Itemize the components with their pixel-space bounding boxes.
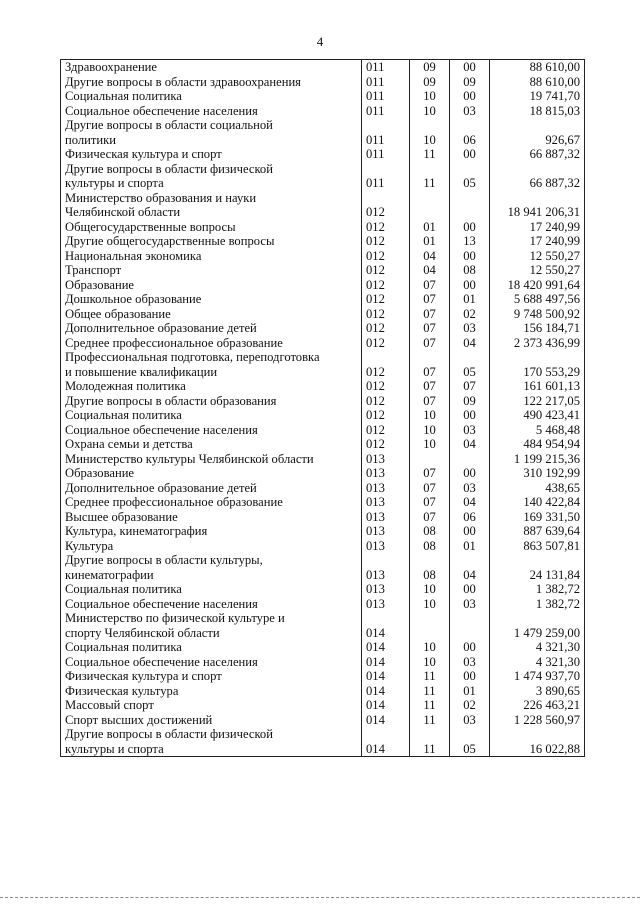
subsection-code-cell: 00: [450, 60, 490, 75]
subsection-code-cell: 03: [450, 597, 490, 612]
subsection-code-cell: 01: [450, 684, 490, 699]
amount-cell: 169 331,50: [490, 510, 585, 525]
item-name-line: Социальное обеспечение населения: [65, 596, 258, 611]
section-code-cell: 10: [410, 437, 450, 452]
item-name-line: Другие вопросы в области физической: [65, 727, 273, 741]
amount-cell: 12 550,27: [490, 249, 585, 264]
subsection-code-cell: 03: [450, 104, 490, 119]
amount-cell: 438,65: [490, 481, 585, 496]
item-name-cell: [61, 75, 362, 90]
item-name-cell: [61, 191, 362, 220]
department-code-cell: 011: [362, 75, 410, 90]
department-code-cell: 012: [362, 249, 410, 264]
section-code-cell: 01: [410, 220, 450, 235]
subsection-code-cell: 00: [450, 220, 490, 235]
department-code-cell: 012: [362, 278, 410, 293]
section-code-cell: 11: [410, 669, 450, 684]
section-code-cell: 10: [410, 118, 450, 147]
department-code-cell: 014: [362, 611, 410, 640]
table-row: [61, 162, 585, 191]
section-code-cell: [410, 191, 450, 220]
section-code-cell: 08: [410, 553, 450, 582]
item-name-line: Социальная политика: [65, 582, 182, 596]
subsection-code-cell: 04: [450, 495, 490, 510]
item-name-cell: [61, 162, 362, 191]
subsection-code-cell: 03: [450, 423, 490, 438]
section-code-cell: 01: [410, 234, 450, 249]
subsection-code-cell: 00: [450, 466, 490, 481]
subsection-code-cell: 07: [450, 379, 490, 394]
department-code-cell: 014: [362, 727, 410, 757]
section-code-cell: 07: [410, 336, 450, 351]
department-code-cell: 012: [362, 307, 410, 322]
item-name-cell: [61, 379, 362, 394]
subsection-code-cell: 04: [450, 553, 490, 582]
item-name-line: Другие вопросы в области культуры,: [65, 553, 263, 567]
item-name-line: культуры и спорта: [65, 741, 164, 756]
section-code-cell: 10: [410, 89, 450, 104]
item-name-line: Министерство культуры Челябинской области: [65, 451, 314, 466]
amount-cell: 490 423,41: [490, 408, 585, 423]
table-row: [61, 452, 585, 467]
item-name-cell: [61, 263, 362, 278]
table-row: [61, 669, 585, 684]
table-row: [61, 597, 585, 612]
department-code-cell: 014: [362, 640, 410, 655]
section-code-cell: 10: [410, 582, 450, 597]
section-code-cell: 10: [410, 640, 450, 655]
amount-cell: 1 382,72: [490, 597, 585, 612]
table-row: [61, 582, 585, 597]
section-code-cell: 11: [410, 162, 450, 191]
subsection-code-cell: 00: [450, 249, 490, 264]
item-name-line: Массовый спорт: [65, 698, 154, 712]
item-name-line: Другие вопросы в области образования: [65, 393, 277, 408]
item-name-line: Дошкольное образование: [65, 292, 202, 306]
item-name-line: Другие общегосударственные вопросы: [65, 234, 275, 248]
amount-cell: 926,67: [490, 118, 585, 147]
item-name-line: Здравоохранение: [65, 60, 158, 74]
department-code-cell: 012: [362, 220, 410, 235]
table-row: [61, 89, 585, 104]
department-code-cell: 013: [362, 539, 410, 554]
subsection-code-cell: 06: [450, 118, 490, 147]
department-code-cell: 012: [362, 191, 410, 220]
amount-cell: 9 748 500,92: [490, 307, 585, 322]
table-row: [61, 655, 585, 670]
item-name-cell: [61, 684, 362, 699]
table-row: [61, 307, 585, 322]
item-name-line: Физическая культура и спорт: [65, 669, 222, 683]
subsection-code-cell: 03: [450, 655, 490, 670]
department-code-cell: 014: [362, 713, 410, 728]
item-name-cell: [61, 539, 362, 554]
section-code-cell: 07: [410, 466, 450, 481]
item-name-line: культуры и спорта: [65, 176, 164, 190]
item-name-line: Социальное обеспечение населения: [65, 422, 258, 437]
subsection-code-cell: 04: [450, 336, 490, 351]
table-row: [61, 423, 585, 438]
amount-cell: 122 217,05: [490, 394, 585, 409]
subsection-code-cell: 05: [450, 727, 490, 757]
department-code-cell: 012: [362, 292, 410, 307]
item-name-line: политики: [65, 132, 116, 147]
department-code-cell: 011: [362, 104, 410, 119]
item-name-cell: [61, 89, 362, 104]
subsection-code-cell: 01: [450, 292, 490, 307]
department-code-cell: 012: [362, 350, 410, 379]
amount-cell: 19 741,70: [490, 89, 585, 104]
scan-edge-divider: [0, 897, 640, 898]
section-code-cell: 08: [410, 524, 450, 539]
item-name-cell: [61, 481, 362, 496]
amount-cell: 226 463,21: [490, 698, 585, 713]
item-name-cell: [61, 292, 362, 307]
table-row: [61, 408, 585, 423]
department-code-cell: 011: [362, 60, 410, 75]
item-name-cell: [61, 597, 362, 612]
table-row: [61, 640, 585, 655]
page-number: 4: [316, 34, 324, 49]
department-code-cell: 014: [362, 684, 410, 699]
item-name-line: Культура, кинематография: [65, 524, 208, 538]
subsection-code-cell: 05: [450, 162, 490, 191]
department-code-cell: 012: [362, 423, 410, 438]
item-name-line: Образование: [65, 277, 135, 292]
amount-cell: 3 890,65: [490, 684, 585, 699]
amount-cell: 66 887,32: [490, 147, 585, 162]
subsection-code-cell: 03: [450, 321, 490, 336]
section-code-cell: 07: [410, 321, 450, 336]
table-row: [61, 698, 585, 713]
item-name-line: Другие вопросы в области физической: [65, 161, 273, 176]
item-name-line: Культура: [65, 538, 114, 553]
section-code-cell: 11: [410, 684, 450, 699]
table-row: [61, 75, 585, 90]
amount-cell: 16 022,88: [490, 727, 585, 757]
table-row: [61, 350, 585, 379]
amount-cell: 1 474 937,70: [490, 669, 585, 684]
department-code-cell: 014: [362, 655, 410, 670]
item-name-line: и повышение квалификации: [65, 364, 218, 379]
budget-table: [60, 59, 585, 757]
item-name-cell: [61, 350, 362, 379]
department-code-cell: 011: [362, 162, 410, 191]
subsection-code-cell: 00: [450, 89, 490, 104]
section-code-cell: 07: [410, 481, 450, 496]
section-code-cell: 08: [410, 539, 450, 554]
item-name-cell: [61, 408, 362, 423]
item-name-line: Профессиональная подготовка, переподготовка: [65, 350, 320, 364]
subsection-code-cell: 00: [450, 408, 490, 423]
amount-cell: 140 422,84: [490, 495, 585, 510]
department-code-cell: 014: [362, 698, 410, 713]
amount-cell: 18 815,03: [490, 104, 585, 119]
section-code-cell: 10: [410, 104, 450, 119]
department-code-cell: 013: [362, 553, 410, 582]
item-name-cell: [61, 423, 362, 438]
amount-cell: 17 240,99: [490, 220, 585, 235]
table-row: [61, 481, 585, 496]
table-row: [61, 379, 585, 394]
subsection-code-cell: 02: [450, 307, 490, 322]
item-name-cell: [61, 698, 362, 713]
section-code-cell: 07: [410, 495, 450, 510]
department-code-cell: 012: [362, 394, 410, 409]
subsection-code-cell: 00: [450, 669, 490, 684]
section-code-cell: 10: [410, 597, 450, 612]
section-code-cell: 04: [410, 263, 450, 278]
item-name-cell: [61, 553, 362, 582]
section-code-cell: 09: [410, 75, 450, 90]
department-code-cell: 013: [362, 582, 410, 597]
table-row: [61, 437, 585, 452]
amount-cell: 66 887,32: [490, 162, 585, 191]
amount-cell: 1 228 560,97: [490, 713, 585, 728]
table-row: [61, 727, 585, 757]
section-code-cell: 07: [410, 292, 450, 307]
subsection-code-cell: 01: [450, 539, 490, 554]
item-name-cell: [61, 452, 362, 467]
amount-cell: 18 420 991,64: [490, 278, 585, 293]
item-name-line: Социальное обеспечение населения: [65, 103, 258, 118]
subsection-code-cell: 09: [450, 75, 490, 90]
table-row: [61, 510, 585, 525]
department-code-cell: 011: [362, 89, 410, 104]
item-name-cell: [61, 147, 362, 162]
item-name-line: кинематографии: [65, 567, 154, 582]
item-name-line: Социальная политика: [65, 89, 182, 103]
section-code-cell: 07: [410, 350, 450, 379]
item-name-cell: [61, 495, 362, 510]
amount-cell: 88 610,00: [490, 75, 585, 90]
table-row: [61, 466, 585, 481]
amount-cell: 863 507,81: [490, 539, 585, 554]
item-name-line: Физическая культура и спорт: [65, 147, 222, 161]
amount-cell: 1 199 215,36: [490, 452, 585, 467]
item-name-line: спорту Челябинской области: [65, 625, 220, 640]
item-name-line: Транспорт: [65, 263, 122, 277]
subsection-code-cell: 00: [450, 524, 490, 539]
item-name-cell: [61, 220, 362, 235]
item-name-cell: [61, 524, 362, 539]
department-code-cell: 012: [362, 408, 410, 423]
section-code-cell: 07: [410, 307, 450, 322]
section-code-cell: 10: [410, 423, 450, 438]
item-name-line: Другие вопросы в области социальной: [65, 118, 273, 132]
department-code-cell: 012: [362, 437, 410, 452]
item-name-line: Общее образование: [65, 306, 171, 321]
table-row: [61, 292, 585, 307]
subsection-code-cell: 04: [450, 437, 490, 452]
item-name-cell: [61, 60, 362, 75]
department-code-cell: 013: [362, 481, 410, 496]
subsection-code-cell: 00: [450, 640, 490, 655]
item-name-cell: [61, 437, 362, 452]
amount-cell: 4 321,30: [490, 640, 585, 655]
item-name-line: Физическая культура: [65, 683, 179, 698]
amount-cell: 310 192,99: [490, 466, 585, 481]
section-code-cell: 11: [410, 727, 450, 757]
amount-cell: 24 131,84: [490, 553, 585, 582]
table-row: [61, 684, 585, 699]
amount-cell: 1 382,72: [490, 582, 585, 597]
subsection-code-cell: 06: [450, 510, 490, 525]
item-name-cell: [61, 321, 362, 336]
amount-cell: 5 468,48: [490, 423, 585, 438]
item-name-line: Дополнительное образование детей: [65, 321, 257, 335]
item-name-line: Образование: [65, 466, 135, 480]
item-name-cell: [61, 713, 362, 728]
table-row: [61, 713, 585, 728]
table-row: [61, 234, 585, 249]
item-name-cell: [61, 307, 362, 322]
department-code-cell: 013: [362, 510, 410, 525]
item-name-line: Высшее образование: [65, 509, 178, 524]
item-name-cell: [61, 510, 362, 525]
item-name-line: Среднее профессиональное образование: [65, 335, 283, 350]
department-code-cell: 012: [362, 336, 410, 351]
item-name-cell: [61, 249, 362, 264]
item-name-line: Молодежная политика: [65, 379, 186, 393]
item-name-line: Спорт высших достижений: [65, 712, 213, 727]
department-code-cell: 013: [362, 524, 410, 539]
item-name-line: Национальная экономика: [65, 248, 202, 263]
section-code-cell: 07: [410, 510, 450, 525]
item-name-line: Другие вопросы в области здравоохранения: [65, 74, 301, 89]
item-name-cell: [61, 669, 362, 684]
item-name-cell: [61, 655, 362, 670]
section-code-cell: 10: [410, 408, 450, 423]
item-name-cell: [61, 278, 362, 293]
item-name-cell: [61, 394, 362, 409]
amount-cell: 2 373 436,99: [490, 336, 585, 351]
section-code-cell: 09: [410, 60, 450, 75]
subsection-code-cell: 13: [450, 234, 490, 249]
item-name-line: Охрана семьи и детства: [65, 437, 193, 451]
table-row: [61, 321, 585, 336]
item-name-cell: [61, 640, 362, 655]
item-name-cell: [61, 234, 362, 249]
item-name-line: Социальная политика: [65, 408, 182, 422]
section-code-cell: 11: [410, 698, 450, 713]
section-code-cell: 07: [410, 278, 450, 293]
amount-cell: 161 601,13: [490, 379, 585, 394]
section-code-cell: 11: [410, 147, 450, 162]
table-row: [61, 263, 585, 278]
department-code-cell: 011: [362, 118, 410, 147]
department-code-cell: 013: [362, 495, 410, 510]
department-code-cell: 013: [362, 466, 410, 481]
amount-cell: 170 553,29: [490, 350, 585, 379]
table-row: [61, 220, 585, 235]
item-name-line: Социальное обеспечение населения: [65, 654, 258, 669]
table-row: [61, 524, 585, 539]
table-row: [61, 394, 585, 409]
table-row: [61, 553, 585, 582]
subsection-code-cell: 00: [450, 278, 490, 293]
department-code-cell: 013: [362, 452, 410, 467]
item-name-cell: [61, 466, 362, 481]
table-row: [61, 278, 585, 293]
table-row: [61, 495, 585, 510]
table-row: [61, 539, 585, 554]
subsection-code-cell: 02: [450, 698, 490, 713]
table-row: [61, 104, 585, 119]
amount-cell: 484 954,94: [490, 437, 585, 452]
table-row: [61, 118, 585, 147]
amount-cell: 12 550,27: [490, 263, 585, 278]
amount-cell: 18 941 206,31: [490, 191, 585, 220]
amount-cell: 1 479 259,00: [490, 611, 585, 640]
section-code-cell: 04: [410, 249, 450, 264]
section-code-cell: [410, 452, 450, 467]
table-row: [61, 147, 585, 162]
department-code-cell: 012: [362, 321, 410, 336]
department-code-cell: 013: [362, 597, 410, 612]
section-code-cell: [410, 611, 450, 640]
table-row: [61, 336, 585, 351]
subsection-code-cell: [450, 452, 490, 467]
item-name-line: Общегосударственные вопросы: [65, 219, 236, 234]
subsection-code-cell: [450, 191, 490, 220]
department-code-cell: 012: [362, 234, 410, 249]
section-code-cell: 07: [410, 379, 450, 394]
subsection-code-cell: 09: [450, 394, 490, 409]
section-code-cell: 10: [410, 655, 450, 670]
item-name-cell: [61, 104, 362, 119]
item-name-line: Министерство образования и науки: [65, 190, 257, 205]
department-code-cell: 011: [362, 147, 410, 162]
subsection-code-cell: 00: [450, 147, 490, 162]
department-code-cell: 012: [362, 263, 410, 278]
table-row: [61, 191, 585, 220]
section-code-cell: 11: [410, 713, 450, 728]
amount-cell: 887 639,64: [490, 524, 585, 539]
subsection-code-cell: 03: [450, 481, 490, 496]
department-code-cell: 014: [362, 669, 410, 684]
item-name-cell: [61, 118, 362, 147]
amount-cell: 5 688 497,56: [490, 292, 585, 307]
item-name-line: Социальная политика: [65, 640, 182, 654]
item-name-cell: [61, 611, 362, 640]
item-name-line: Министерство по физической культуре и: [65, 611, 285, 625]
table-row: [61, 60, 585, 75]
item-name-cell: [61, 582, 362, 597]
budget-table-body: [61, 60, 585, 757]
table-row: [61, 611, 585, 640]
item-name-line: Челябинской области: [65, 205, 181, 219]
amount-cell: 156 184,71: [490, 321, 585, 336]
subsection-code-cell: 03: [450, 713, 490, 728]
subsection-code-cell: 05: [450, 350, 490, 379]
amount-cell: 17 240,99: [490, 234, 585, 249]
subsection-code-cell: [450, 611, 490, 640]
item-name-cell: [61, 727, 362, 757]
department-code-cell: 012: [362, 379, 410, 394]
amount-cell: 4 321,30: [490, 655, 585, 670]
item-name-line: Дополнительное образование детей: [65, 480, 257, 495]
subsection-code-cell: 08: [450, 263, 490, 278]
amount-cell: 88 610,00: [490, 60, 585, 75]
subsection-code-cell: 00: [450, 582, 490, 597]
item-name-cell: [61, 336, 362, 351]
section-code-cell: 07: [410, 394, 450, 409]
table-row: [61, 249, 585, 264]
item-name-line: Среднее профессиональное образование: [65, 495, 283, 509]
